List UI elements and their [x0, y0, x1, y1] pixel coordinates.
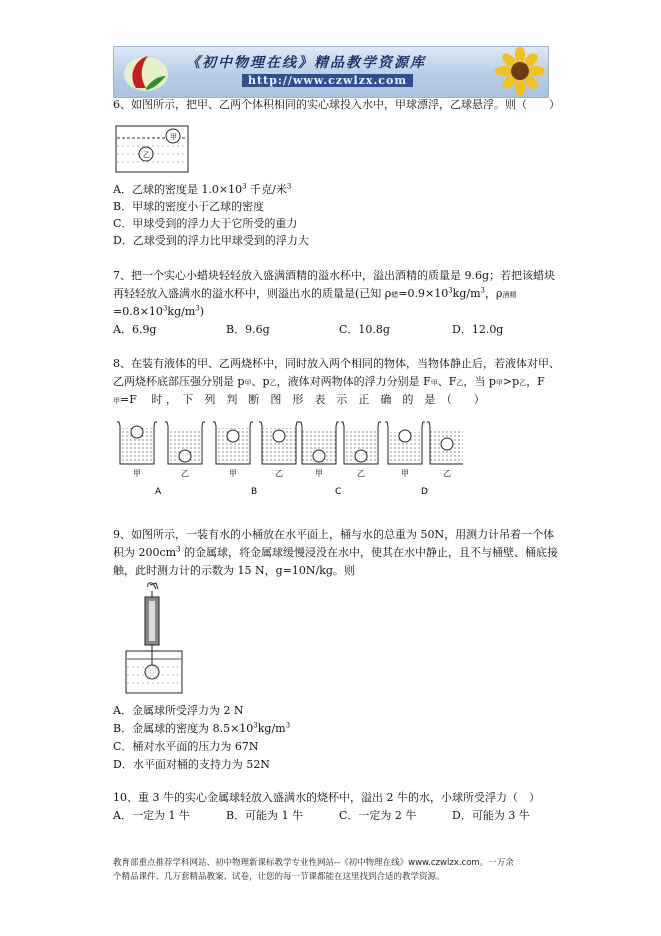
q8-figure: [113, 418, 463, 500]
q6-option-a: A．乙球的密度是 $1.0\times 10^3$ 千克/米$^3$: [113, 182, 292, 196]
q6-option-b: B．甲球的密度小于乙球的密度: [113, 200, 265, 213]
q7-line2: 再轻轻放入盛满水的溢水杯中，则溢出水的质量是(已知 ρ蜡$=0.9\times 10^3kg/m^3$，ρ酒精: [113, 286, 517, 300]
q6-fig-yi: 乙: [143, 151, 150, 159]
q9-option-b: B．金属球的密度为 $8.5\times 10^3kg/m^3$: [113, 721, 291, 735]
q8-beaker-label: 甲: [133, 469, 141, 478]
q8-beaker: [213, 422, 253, 478]
q7-option-b: B．9.6g: [226, 323, 270, 336]
q8-beaker: [427, 422, 463, 478]
q6-option-c: C．甲球受到的浮力大于它所受的重力: [113, 217, 298, 230]
banner-title: 《初中物理在线》精品教学资源库: [186, 55, 426, 71]
q8-beaker: [259, 422, 299, 478]
q6-figure: [113, 118, 191, 176]
sunflower-icon: [490, 47, 548, 97]
header-banner: [113, 46, 549, 98]
q6-stem: 6、如图所示，把甲、乙两个体积相同的实心球投入水中，甲球漂浮，乙球悬浮。则（ ）: [113, 98, 560, 111]
q8-beaker: [165, 422, 205, 478]
q8-line2: 乙两烧杯底部压强分别是 p甲、p乙，液体对两物体的浮力分别是 F甲、F乙，当 p甲>p乙，F: [113, 375, 545, 388]
q8-beaker: [117, 422, 157, 478]
q9-line3: 触，此时测力计的示数为 15 N，g=10N/kg。则: [113, 564, 355, 577]
footer-line1: 教育部重点推荐学科网站、初中物理新课标教学专业性网站--《初中物理在线》www.czwlzx.com。一万余: [113, 858, 514, 868]
q8-beaker-label: 乙: [443, 469, 451, 478]
q8-label-d: D: [421, 487, 428, 497]
q8-beaker-label: 甲: [315, 469, 323, 478]
q8-beaker: [299, 422, 339, 478]
q8-beaker: [385, 422, 425, 478]
footer-line2: 个精品课件、几万套精品教案、试卷，让您的每一节课都能在这里找到合适的教学资源。: [113, 872, 445, 882]
q9-figure: [120, 581, 190, 699]
q7-option-c: C．10.8g: [339, 323, 390, 336]
q10-option-a: A．一定为 1 牛: [113, 809, 190, 822]
q7-option-d: D．12.0g: [452, 323, 504, 336]
q8-label-b: B: [251, 487, 258, 497]
q9-option-d: D．水平面对桶的支持力为 52N: [113, 758, 270, 771]
q8-line3: 甲=F 时 ， 下 列 判 断 图 形 表 示 正 确 的 是 （ ）: [113, 393, 485, 406]
q8-beaker-label: 乙: [357, 469, 365, 478]
banner-url[interactable]: http://www.czwlzx.com: [242, 74, 413, 87]
q8-beaker-label: 乙: [275, 469, 283, 478]
q6-fig-jia: 甲: [170, 133, 177, 141]
q8-beaker-label: 甲: [229, 469, 237, 478]
q10-option-b: B．可能为 1 牛: [226, 809, 304, 822]
q7-line1: 7、把一个实心小蜡块轻轻放入盛满酒精的溢水杯中，溢出酒精的质量是 9.6g；若把该蜡块: [113, 269, 556, 282]
q9-option-c: C．桶对水平面的压力为 67N: [113, 740, 259, 753]
q8-label-a: A: [155, 487, 162, 497]
q8-line1: 8、在装有液体的甲、乙两烧杯中，同时放入两个相同的物体，当物体静止后，若液体对甲、: [113, 357, 560, 370]
q9-line1: 9、如图所示，一装有水的小桶放在水平面上，桶与水的总重为 50N，用测力计吊着一个体: [113, 528, 555, 541]
q9-line2: 积为 $200cm^3$ 的金属球，将金属球缓慢浸没在水中，使其在水中静止，且不与桶壁、桶底接: [113, 545, 559, 559]
q9-option-a: A．金属球所受浮力为 2 N: [113, 704, 244, 717]
q7-option-a: A．6.9g: [113, 323, 157, 336]
q7-line3: $=0.8\times 10^3kg/m^3$): [113, 304, 205, 318]
q10-stem: 10、重 3 牛的实心金属球轻放入盛满水的烧杯中，溢出 2 牛的水，小球所受浮力（ ）: [113, 791, 540, 804]
q8-beaker-label: 乙: [181, 469, 189, 478]
logo-icon: [118, 50, 174, 94]
q10-option-d: D．可能为 3 牛: [452, 809, 530, 822]
q8-beaker: [341, 422, 381, 478]
q8-beaker-label: 甲: [401, 469, 409, 478]
q6-option-d: D．乙球受到的浮力比甲球受到的浮力大: [113, 234, 309, 247]
q10-option-c: C．一定为 2 牛: [339, 809, 417, 822]
q8-label-c: C: [335, 487, 342, 497]
